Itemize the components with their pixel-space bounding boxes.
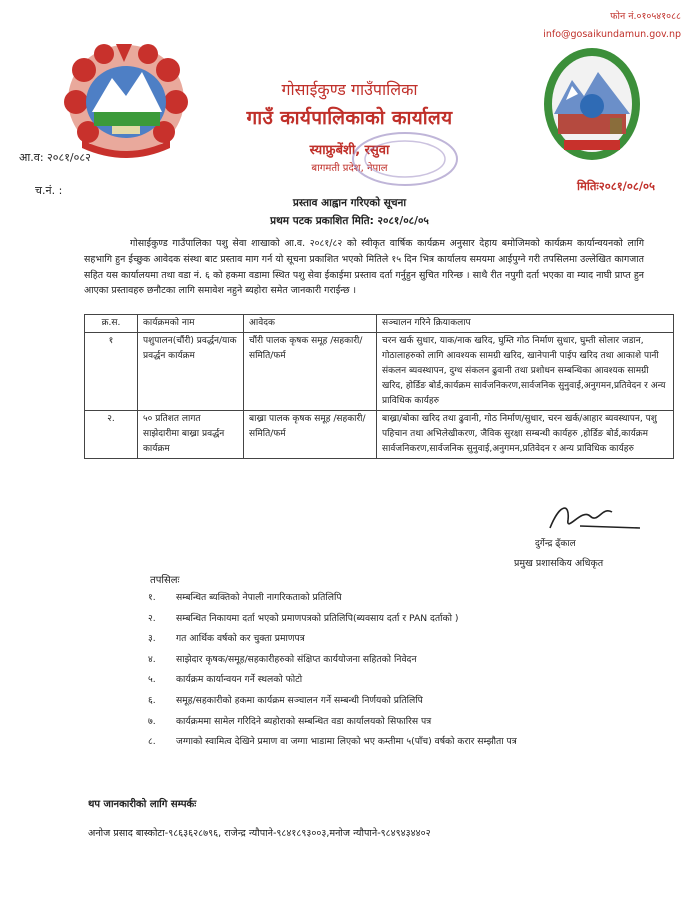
notice-body: गोसाईकुण्ड गाउँपालिका पशु सेवा शाखाको आ.व. २०८१/८२ को स्वीकृत वार्षिक कार्यक्रम अनुसार देहाय बमोजिमको कार्यक्रम कार्यान्वयनको लागि सहभागि हुन ईच्छुक आवेदक संस्था बाट प्रस्ताव माग गर्न यो सूचना प्रकाशित भएको मितिले १५ दिन भित्र कार्यालय समयमा आईपुग्ने गरी तपसिलमा उल्लेखित कागजात सहित यस कार्यालयमा तथा वडा नं. ६ को हकमा वडामा स्थित पशु सेवा ईकाईमा प्रस्ताव दर्ता गर्नुहुन सुचित गरिन्छ । साथै रीत नपुगी दर्ता भएका वा म्याद नाघी प्राप्त हुन आएका प्रस्तावहरु छनौटका लागि समावेश नहुने ब्यहोरा समेत जानकारी गराईन्छ ।: [84, 238, 644, 297]
attachment-number: १.: [148, 592, 156, 603]
row-activities: चरन खर्क सुधार, याक/नाक खरिद, घुम्ति गोठ निर्माण सुधार, घुम्ती सोलार जडान, गोठालाहरुको लागि आवश्यक सामग्री खरिद, खानेपानी पाईप खरिद तथा आकाशे पानी संकलन ब्यवस्थापन, दुग्ध संकलन ढुवानी तथा प्रशोधन सम्बन्धिका आवश्यक सामग्री खरिद, होर्डिङ बोर्ड,कार्यक्रम सार्वजनिकरण,सार्वजनिक सुनुवाई,अनुगमन,प्रतिवेदन र अन्य प्राविधिक कार्यहरु: [377, 333, 674, 411]
notice-date: मितिः२०८१/०८/०५: [577, 179, 655, 193]
header-activities: सञ्चालन गरिने क्रियाकलाप: [377, 315, 674, 333]
table-row: [85, 411, 674, 459]
header-program: कार्यक्रमको नाम: [138, 315, 244, 333]
signature-icon: [490, 498, 670, 538]
attachment-text: समूह/सहकारीको हकमा कार्यक्रम सञ्चालन गर्ने सम्बन्धी निर्णयको प्रतिलिपि: [176, 694, 423, 706]
attachment-item: [148, 650, 688, 671]
contact-persons: अनोज प्रसाद बास्कोटा-९८६३६२८७९६, राजेन्द्र न्यौपाने-९८४१८९३००३,मनोज न्यौपाने-९८४९४३४४०२: [88, 828, 431, 839]
municipality-name: गोसाईकुण्ड गाउँपालिका: [281, 80, 418, 99]
attachment-text: साझेदार कृषक/समूह/सहकारीहरुको संक्षिप्त कार्ययोजना सहितको निवेदन: [176, 653, 417, 665]
attachment-text: सम्बन्धित निकायमा दर्ता भएको प्रमाणपत्रको प्रतिलिपि(ब्यवसाय दर्ता र PAN दर्ताको ): [176, 612, 459, 624]
attachment-item: [148, 712, 688, 733]
attachment-item: [148, 609, 688, 630]
attachment-item: [148, 732, 688, 753]
attachment-number: ४.: [148, 653, 156, 665]
row-applicant: चौंरी पालक कृषक समूह /सहकारी/समिति/फर्म: [244, 333, 377, 411]
attachment-number: ८.: [148, 736, 156, 748]
reference-number: च.नं. :: [35, 184, 63, 197]
row-program: ५० प्रतिशत लागत साझेदारीमा बाख्रा प्रवर्द्धन कार्यक्रम: [138, 411, 244, 459]
phone-number: फोन नं.०१०५४१०८८: [610, 11, 681, 22]
attachment-text: कार्यक्रममा सामेल गरिदिने ब्यहोराको सम्बन्धित वडा कार्यालयको सिफारिस पत्र: [176, 715, 432, 727]
header-applicant: आवेदक: [244, 315, 377, 333]
table-header-row: [85, 315, 674, 333]
email-address: info@gosaikundamun.gov.np: [543, 29, 681, 40]
attachment-number: ५.: [148, 674, 156, 686]
attachment-number: ६.: [148, 694, 156, 706]
attachments-list: [148, 588, 688, 753]
programs-table: [84, 314, 674, 459]
attachment-item: [148, 670, 688, 691]
office-location: स्याफ्रुबेंशी, रसुवा: [309, 143, 390, 158]
row-sn: १: [85, 333, 138, 411]
attachment-number: ७.: [148, 715, 156, 727]
row-activities: बाख्रा/बोका खरिद तथा ढुवानी, गोठ निर्माण/सुधार, चरन खर्क/आहार ब्यवस्थापन, पशु पहिचान तथा अभिलेखीकरण, जैविक सुरक्षा सम्बन्धी कार्यहरु ,होर्डिङ बोर्ड,कार्यक्रम सार्वजनिकरण,सार्वजनिक सुनुवाई,अनुगमन,प्रतिवेदन र अन्य प्राविधिक कार्यहरु: [377, 411, 674, 459]
attachments-title: तपसिलः: [150, 575, 180, 586]
attachment-item: [148, 691, 688, 712]
row-program: पशुपालन(चौंरी) प्रवर्द्धन/याक प्रवर्द्धन कार्यक्रम: [138, 333, 244, 411]
attachment-item: [148, 588, 688, 609]
signer-name: दुर्गेन्द्र ढ्ँकाल: [535, 539, 576, 549]
attachment-number: ३.: [148, 633, 156, 645]
row-sn: २.: [85, 411, 138, 459]
office-name: गाउँ कार्यपालिकाको कार्यालय: [246, 107, 453, 129]
attachment-text: जग्गाको स्वामित्व देखिने प्रमाण वा जग्गा भाडामा लिएको भए कम्तीमा ५(पाँच) वर्षको करार सम्झौता पत्र: [176, 736, 517, 748]
fiscal-year: आ.व: २०८१/०८२: [19, 151, 91, 164]
attachment-text: गत आर्थिक वर्षको कर चुक्ता प्रमाणपत्र: [176, 633, 305, 645]
attachment-item: [148, 629, 688, 650]
first-published-date: प्रथम पटक प्रकाशित मिति: २०८१/०८/०५: [270, 215, 429, 227]
province-name: बागमती प्रदेश, नेपाल: [311, 163, 388, 174]
table-row: [85, 333, 674, 411]
office-stamp-icon: [345, 128, 465, 190]
attachment-number: २.: [148, 612, 156, 624]
signer-title: प्रमुख प्रशासकिय अधिकृत: [514, 558, 604, 569]
attachment-text: कार्यक्रम कार्यान्वयन गर्ने स्थलको फोटो: [176, 674, 303, 686]
contact-title: थप जानकारीको लागि सम्पर्कः: [88, 799, 197, 810]
row-applicant: बाख्रा पालक कृषक समूह /सहकारी/समिति/फर्म: [244, 411, 377, 459]
attachment-text: सम्बन्धित ब्यक्तिको नेपाली नागरिकताको प्रतिलिपि: [176, 592, 342, 603]
notice-subject: प्रस्ताव आह्वान गरिएको सूचना: [292, 197, 407, 209]
header-sn: क्र.स.: [85, 315, 138, 333]
